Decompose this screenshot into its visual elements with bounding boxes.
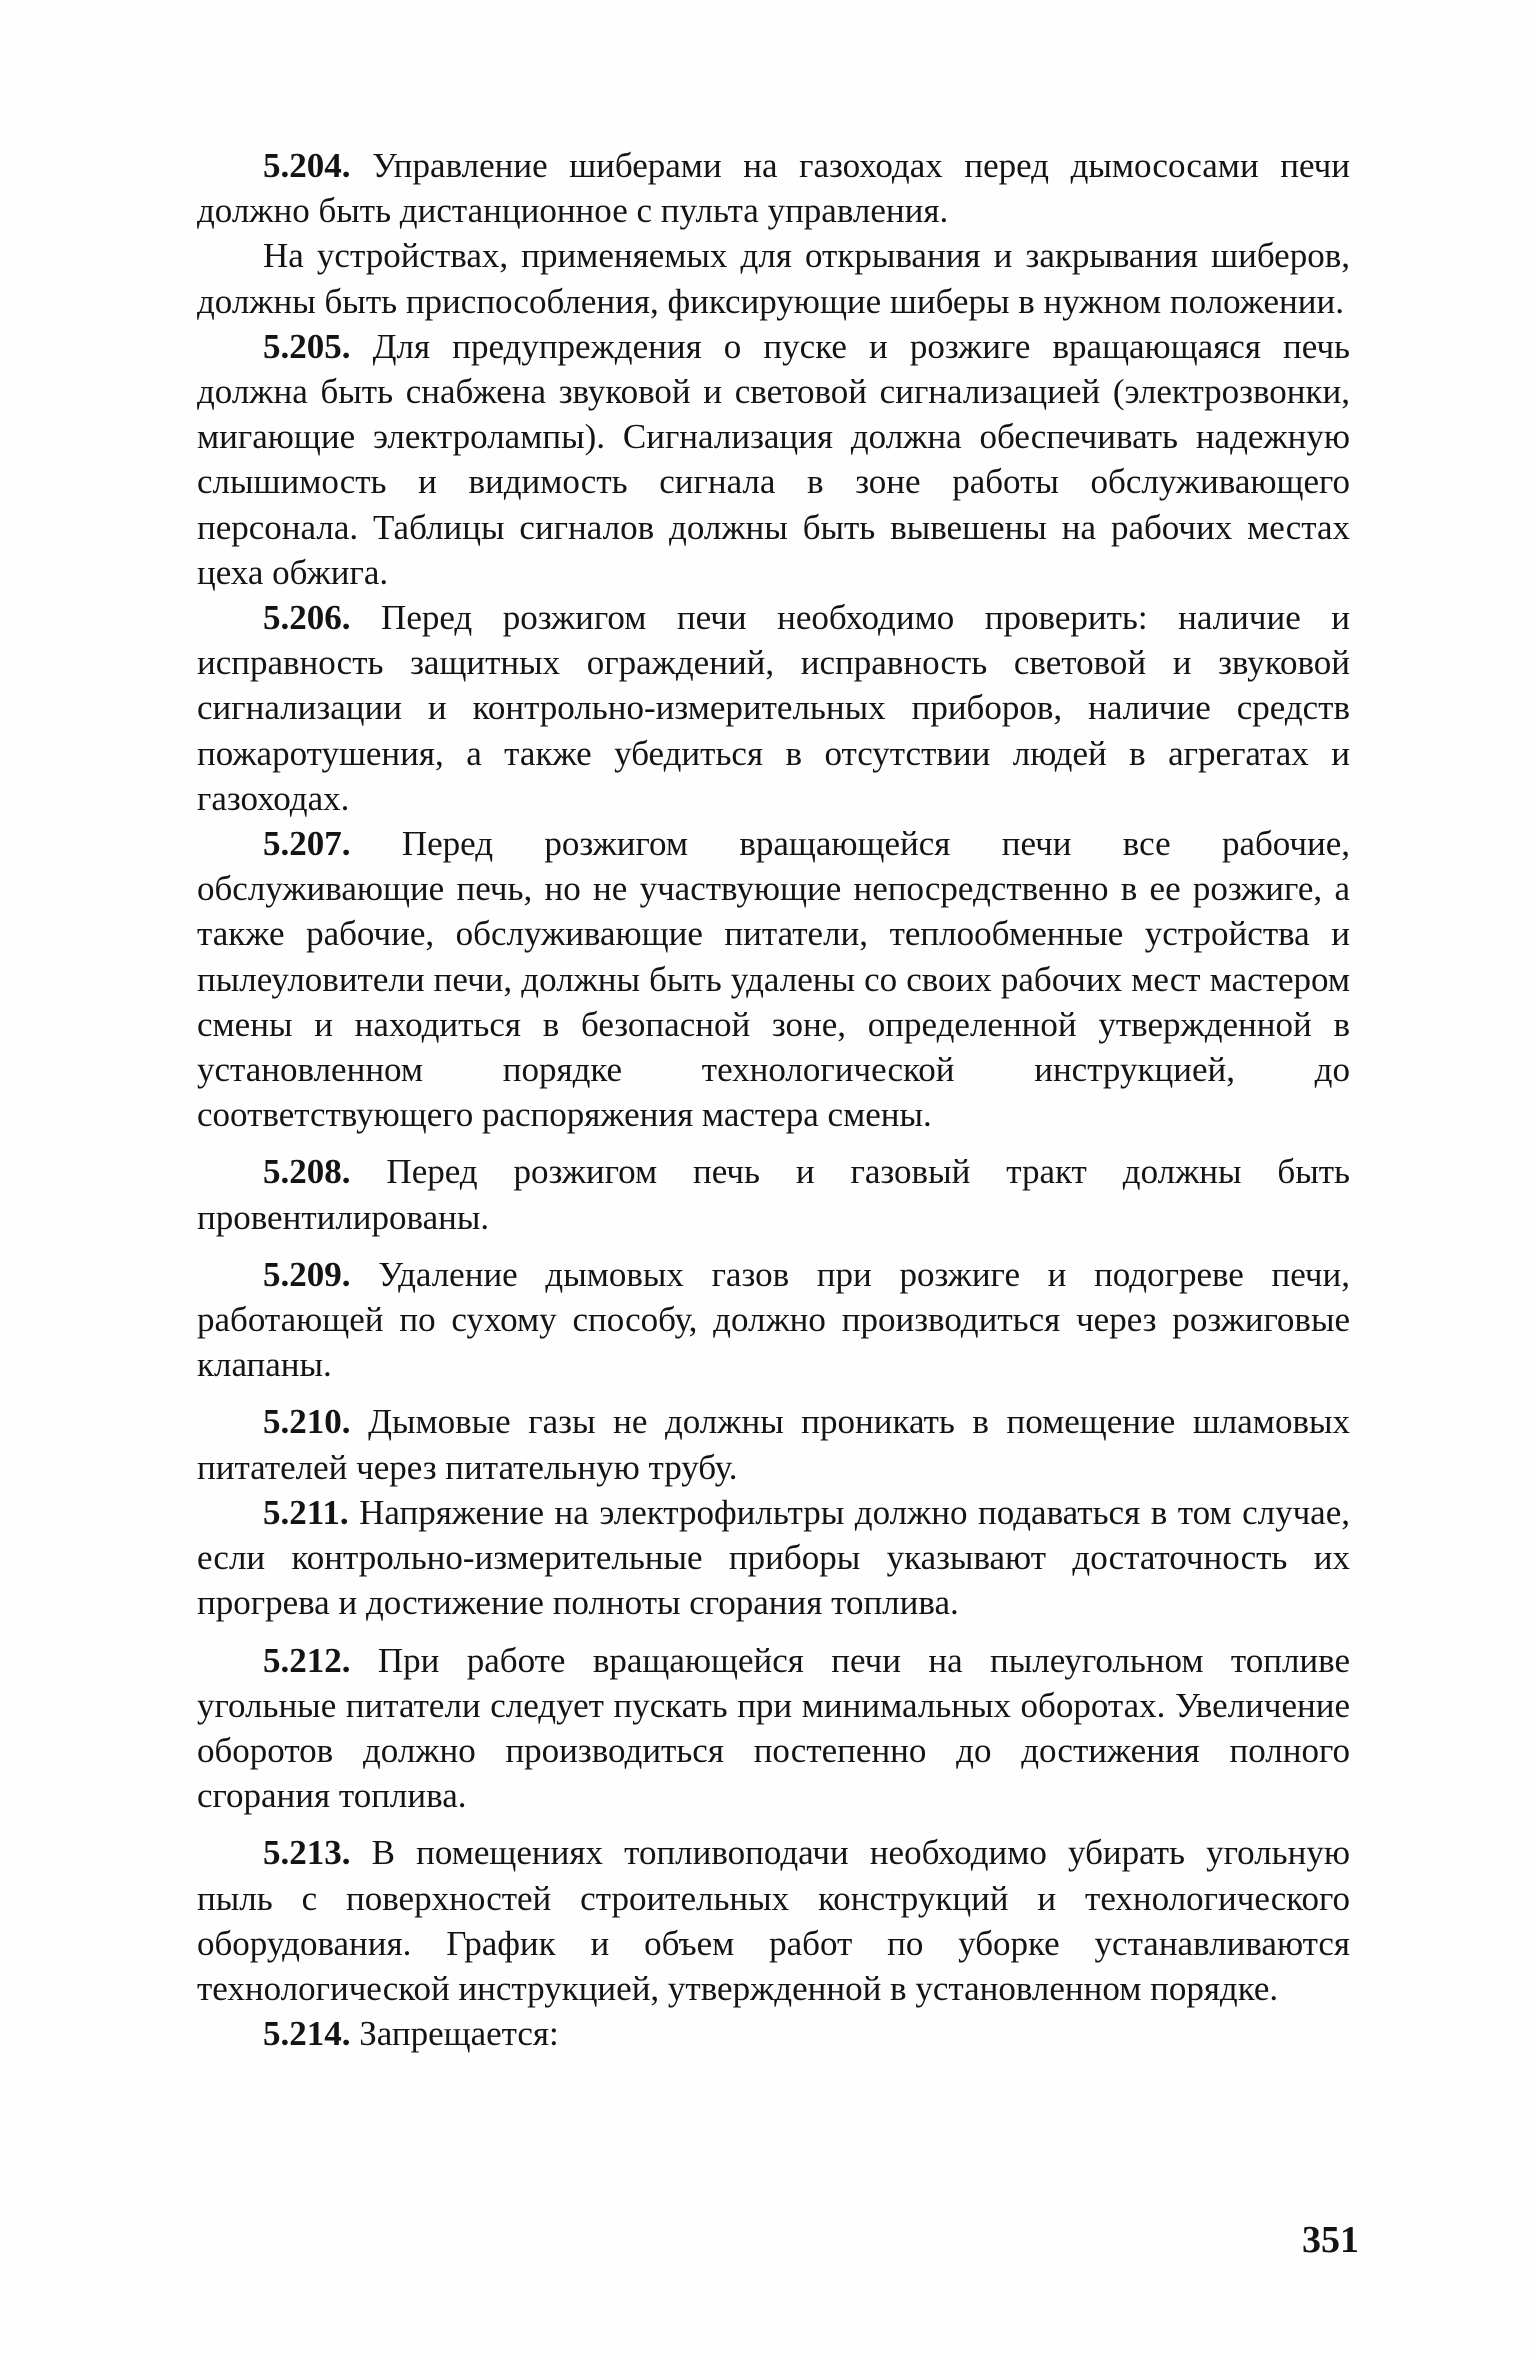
clause-number: 5.208. <box>263 1152 351 1192</box>
clause-number: 5.206. <box>263 598 351 638</box>
clause-number: 5.207. <box>263 824 351 864</box>
clause-text: Напряжение на электрофильтры должно подаваться в том случае, если контрольно-измерительные приборы указывают достаточность их прогрева и достижение полноты сгорания топлива. <box>197 1492 1351 1623</box>
clause-text: Перед розжигом печи необходимо проверить: наличие и исправность защитных ограждений, исправность световой и звуковой сигнализации и контрольно-измерительных приборов, наличие средств пожаротушения, а также убедиться в отсутствии людей в агрегатах и газоходах. <box>197 598 1351 818</box>
clause-text: Управление шиберами на газоходах перед дымососами печи должно быть дистанционное с пульта управления. <box>197 146 1350 231</box>
paragraph-5-204 <box>197 143 1350 233</box>
paragraph-5-209 <box>197 1252 1350 1388</box>
clause-text: Запрещается: <box>359 2014 559 2054</box>
paragraph-5-207 <box>197 821 1350 1137</box>
paragraph-5-204-cont <box>197 233 1350 323</box>
clause-text: Удаление дымовых газов при розжиге и подогреве печи, работающей по сухому способу, должно производиться через розжиговые клапаны. <box>197 1254 1350 1385</box>
clause-number: 5.210. <box>263 1402 351 1442</box>
paragraph-5-208 <box>197 1149 1350 1239</box>
clause-text: Для предупреждения о пуске и розжиге вращающаяся печь должна быть снабжена звуковой и световой сигнализацией (электрозвонки, мигающие электролампы). Сигнализация должна обеспечивать надежную слышимость и видимость сигнала в зоне работы обслуживающего персонала. Таблицы сигналов должны быть вывешены на рабочих местах цеха обжига. <box>197 326 1351 592</box>
clause-number: 5.213. <box>263 1833 351 1873</box>
clause-number: 5.211. <box>263 1492 349 1532</box>
paragraph-5-211 <box>197 1490 1350 1626</box>
body-text <box>197 143 1350 2056</box>
clause-text: При работе вращающейся печи на пылеугольном топливе угольные питатели следует пускать при минимальных оборотах. Увеличение оборотов должно производиться постепенно до достижения полного сгорания топлива. <box>197 1640 1351 1816</box>
paragraph-5-205 <box>197 324 1350 595</box>
clause-text: На устройствах, применяемых для открывания и закрывания шиберов, должны быть приспособления, фиксирующие шиберы в нужном положении. <box>197 236 1350 321</box>
clause-number: 5.205. <box>263 326 351 366</box>
clause-number: 5.212. <box>263 1640 351 1680</box>
paragraph-5-214 <box>197 2011 1350 2056</box>
paragraph-5-212 <box>197 1638 1350 1819</box>
paragraph-5-206 <box>197 595 1350 821</box>
paragraph-5-210 <box>197 1399 1350 1489</box>
clause-number: 5.204. <box>263 146 351 185</box>
page-number: 351 <box>1302 2219 1359 2261</box>
clause-number: 5.214. <box>263 2014 351 2054</box>
clause-text: Перед розжигом печь и газовый тракт должны быть провентилированы. <box>197 1152 1350 1237</box>
clause-text: Перед розжигом вращающейся печи все рабочие, обслуживающие печь, но не участвующие непосредственно в ее розжиге, а также рабочие, обслуживающие питатели, теплообменные устройства и пылеуловители печи, должны быть удалены со своих рабочих мест мастером смены и находиться в безопасной зоне, определенной утвержденной в установленном порядке технологической инструкцией, до соответствующего распоряжения мастера смены. <box>197 824 1351 1135</box>
clause-text: В помещениях топливоподачи необходимо убирать угольную пыль с поверхностей строительных конструкций и технологического оборудования. График и объем работ по уборке устанавливаются технологической инструкцией, утвержденной в установленном порядке. <box>197 1833 1350 2008</box>
clause-number: 5.209. <box>263 1254 351 1294</box>
clause-text: Дымовые газы не должны проникать в помещение шламовых питателей через питательную трубу. <box>197 1402 1350 1487</box>
paragraph-5-213 <box>197 1830 1350 2011</box>
